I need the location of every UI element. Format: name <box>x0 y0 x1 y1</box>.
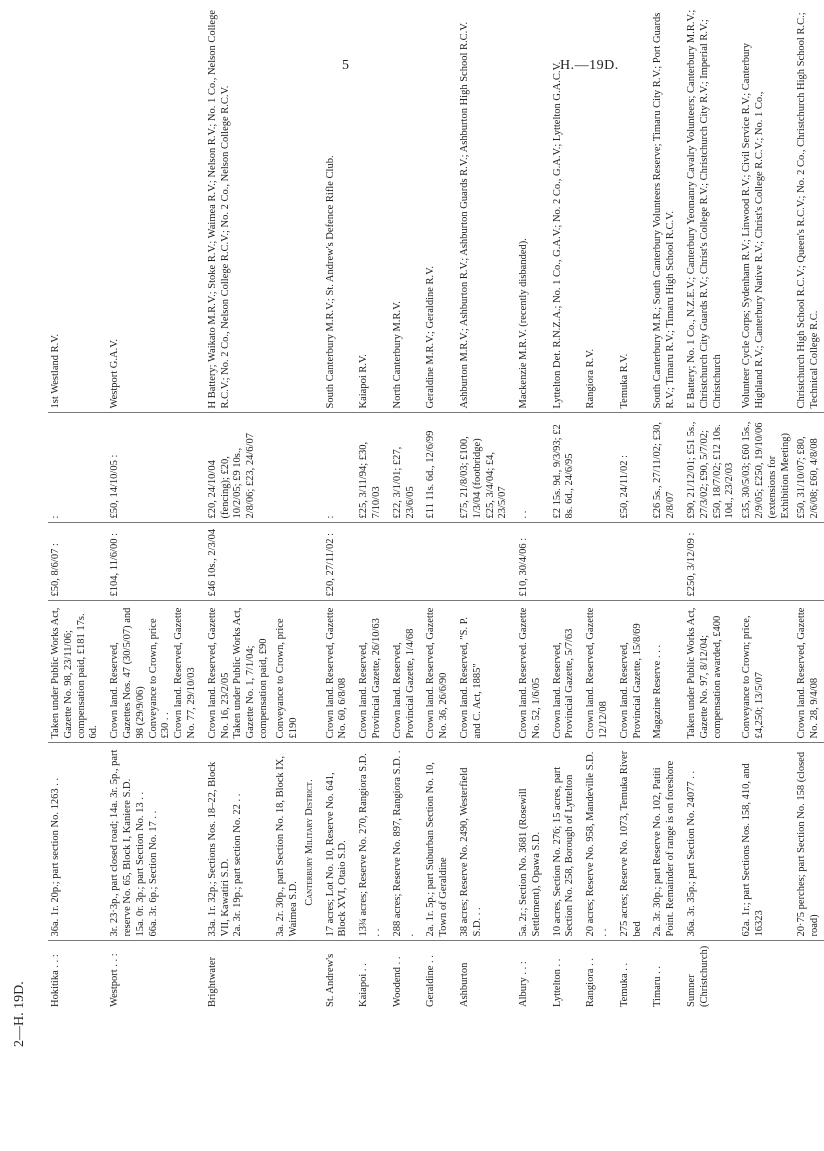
cell-place <box>739 941 794 1011</box>
lease-text: £11 11s. 6d., 12/6/99 <box>425 430 437 519</box>
corps-text: Ashburton M.R.V.; Ashburton R.V.; Ashburton Guards R.V.; Ashburton High School R.C.V. <box>458 21 470 409</box>
how-text: Magazine Reserve . . . <box>652 644 664 739</box>
cell-corps <box>512 1 546 413</box>
cell-lease <box>453 413 512 523</box>
cell-lease <box>794 413 824 523</box>
table-row <box>546 1 580 1011</box>
place-text: Hokitika . . : <box>50 954 61 1007</box>
cell-how <box>386 601 420 743</box>
area-text: 5a. 2r.; Section No. 3681 (Rosewill Settlement), Opawa S.D. <box>518 788 542 937</box>
table-row <box>103 1 201 1011</box>
cell-lease <box>646 413 680 523</box>
how-text: Crown land. Reserved, Gazettes Nos. 47 (30/5/07) and 98 (29/9/06) Conveyance to Crown, price £30 . . Crown land. Reserved, Gazette No. 77, 29/10/03 <box>109 607 197 739</box>
cell-corps <box>302 1 318 413</box>
lease-text: £25, 3/11/94; £30, 7/10/03 <box>358 441 382 519</box>
how-text: Conveyance to Crown, price £190 <box>274 618 299 739</box>
lease-text: £90, 21/12/01; £51 5s., 27/3/02; £90, 5/7/02; £50, 18/7/02; £12 10s. 10d., 23/2/03 <box>686 421 736 519</box>
area-text: 288 acres; Reserve No. 897, Rangiora S.D. . . <box>391 750 416 937</box>
cell-corps <box>579 1 613 413</box>
cell-place <box>419 941 453 1011</box>
cell-area <box>386 743 420 941</box>
how-text: Crown land. Reserved, "S. P. and C. Act, 1885" <box>458 616 483 739</box>
place-text: Rangiora . . <box>585 958 597 1007</box>
cell-value <box>546 523 580 601</box>
corps-text: 1st Westland R.V. <box>50 333 61 409</box>
place-text: Lyttelton . . <box>551 958 563 1007</box>
how-text: Crown land. Reserved, Provincial Gazette, 26/10/63 <box>358 618 382 739</box>
area-text: 3r. 23·3p., part closed road; 14a. 3r. 5p., part reserve No. 65, Block I, Kaniere S.D. 15a. 0r. 3p.; part Section No. 13 . . 66a. 3r. 6p.; Section No. 17 . . <box>109 749 159 937</box>
land-reserves-table <box>48 1 824 1011</box>
how-text: Crown land. Reserved, Gazette No. 60, 6/8/08 <box>324 607 349 739</box>
cell-how <box>739 601 794 743</box>
table-row <box>680 1 739 1011</box>
area-text: 38 acres; Reserve No. 2490, Westerfield S.D. . . <box>458 767 483 937</box>
cell-value <box>512 523 546 601</box>
how-text: Crown land. Reserved, Gazette No. 36, 26/6/90 <box>425 607 450 739</box>
cell-place <box>273 941 303 1011</box>
cell-area <box>419 743 453 941</box>
how-text: Crown land. Reserved, Provincial Gazette, 15/8/69 <box>618 623 643 739</box>
cell-corps <box>613 1 647 413</box>
cell-place <box>546 941 580 1011</box>
corps-text: Christchurch High School R.C.V.; Queen's R.C.V.; No. 2 Co., Christchurch High School R.C.; Technical College R.C. <box>796 12 821 409</box>
cell-lease <box>273 413 303 523</box>
cell-corps <box>680 1 739 413</box>
cell-value <box>739 523 794 601</box>
cell-place <box>48 941 103 1011</box>
table-row <box>453 1 512 1011</box>
lease-text: . . <box>518 510 530 519</box>
area-text: 275 acres; Reserve No. 1073, Temuka River bed <box>618 750 643 937</box>
cell-how <box>579 601 613 743</box>
cell-area <box>273 743 303 941</box>
area-text: 10 acres, Section No. 276; 15 acres, part Section No. 258, Borough of Lyttelton <box>551 766 576 937</box>
table-row <box>739 1 794 1011</box>
cell-how <box>646 601 680 743</box>
cell-corps <box>739 1 794 413</box>
cell-place <box>386 941 420 1011</box>
cell-place <box>103 941 201 1011</box>
cell-lease <box>386 413 420 523</box>
table-row <box>319 1 353 1011</box>
place-text: Timaru . . <box>652 965 664 1007</box>
cell-corps <box>546 1 580 413</box>
cell-area <box>613 743 647 941</box>
document-reference: H.—19D. <box>560 58 619 73</box>
place-text: St. Andrew's <box>324 953 336 1007</box>
cell-how <box>201 601 273 743</box>
lease-text: £26 5s., 27/11/02; £30, 2/8/07 <box>652 422 677 519</box>
table-row <box>273 1 303 1011</box>
cell-place <box>352 941 386 1011</box>
cell-corps <box>646 1 680 413</box>
cell-how <box>48 601 103 743</box>
how-text: Crown land. Reserved. Gazette No. 52, 1/6/05 <box>518 607 542 739</box>
cell-value <box>419 523 453 601</box>
cell-value <box>352 523 386 601</box>
area-text: 36a. 1r. 20p.; part section No. 1263 . . <box>50 777 61 937</box>
cell-area <box>302 743 318 941</box>
cell-how <box>302 601 318 743</box>
lease-text: £35, 30/5/03; £60 15s., 2/9/05; £250, 19/10/06 (extensions for Exhibition Meeting) <box>741 421 791 519</box>
value-text: £46 10s., 2/3/04 <box>206 528 218 597</box>
cell-lease <box>319 413 353 523</box>
area-text: 13¾ acres; Reserve No. 270, Rangiora S.D. . . <box>358 753 382 937</box>
cell-area <box>579 743 613 941</box>
value-text: £50, 8/6/07 : <box>50 543 61 597</box>
cell-lease <box>352 413 386 523</box>
table-row <box>201 1 273 1011</box>
table-body <box>48 1 824 1011</box>
cell-lease <box>419 413 453 523</box>
cell-how <box>453 601 512 743</box>
corps-text: South Canterbury M.R.V.; St. Andrew's Defence Rifle Club. <box>324 155 336 409</box>
cell-value <box>646 523 680 601</box>
cell-place <box>453 941 512 1011</box>
area-text: 3a. 2r. 30p., part Section No. 18, Block IX, Waimea S.D. <box>274 755 299 937</box>
cell-value <box>794 523 824 601</box>
corps-text: Lyttelton Det. R.N.Z.A.; No. 1 Co., G.A.V.; No. 2 Co., G.A.V.; Lyttelton G.A.C.V. <box>551 61 563 409</box>
cell-value <box>680 523 739 601</box>
how-text: Crown land. Reserved, Provincial Gazette, 1/4/68 <box>391 628 416 739</box>
lease-text: : <box>50 515 61 519</box>
corps-text: E Battery; No. 1 Co., N.Z.E.V.; Canterbury Yeomanry Cavalry Volunteers; Canterbury M.R.V.; Christchurch City Guards R.V.; Christ's College R.V.; Christchurch City R.V.; Imperial R.V.; Christchurch <box>686 9 723 409</box>
cell-corps <box>453 1 512 413</box>
cell-how <box>319 601 353 743</box>
table-row <box>794 1 824 1011</box>
corps-text: Geraldine M.R.V.; Geraldine R.V. <box>425 265 437 409</box>
cell-area <box>739 743 794 941</box>
cell-lease <box>546 413 580 523</box>
cell-area <box>646 743 680 941</box>
lease-text: £50, 24/11/02 : <box>618 455 630 519</box>
cell-place <box>794 941 824 1011</box>
lease-text: £22, 3/1/01; £27, 23/6/05 <box>391 446 416 519</box>
cell-area <box>546 743 580 941</box>
place-text: Westport . . : <box>109 953 121 1007</box>
value-text: £104, 11/6/00 : <box>109 533 121 597</box>
corps-text: Temuka R.V. <box>618 353 630 409</box>
how-text: Conveyance to Crown; price, £4,250; 13/5/07 <box>741 615 766 739</box>
cell-lease <box>103 413 201 523</box>
area-text: 36a. 3r. 35p.; part Section No. 24077 . . <box>686 770 698 937</box>
cell-how <box>794 601 824 743</box>
value-text: £250, 3/12/09 : <box>686 532 698 597</box>
cell-area <box>103 743 201 941</box>
place-text: Geraldine . . <box>425 955 437 1007</box>
lease-text: : <box>324 515 336 519</box>
table-row <box>613 1 647 1011</box>
cell-how <box>352 601 386 743</box>
area-text: 20 acres; Reserve No. 958, Mandeville S.D. . . <box>585 751 610 937</box>
table-row <box>512 1 546 1011</box>
cell-corps <box>419 1 453 413</box>
table-row <box>579 1 613 1011</box>
cell-corps <box>48 1 103 413</box>
corps-text: North Canterbury M.R.V. <box>391 301 403 409</box>
cell-place <box>302 941 318 1011</box>
table-row <box>419 1 453 1011</box>
cell-area <box>201 743 273 941</box>
cell-value <box>103 523 201 601</box>
cell-corps <box>794 1 824 413</box>
cell-place <box>579 941 613 1011</box>
cell-how <box>419 601 453 743</box>
cell-area <box>319 743 353 941</box>
place-text: Sumner (Christchurch) <box>686 945 710 1007</box>
cell-how <box>273 601 303 743</box>
how-text: Taken under Public Works Act, Gazette No. 98, 23/11/06; compensation paid, £181 17s. 6d. <box>50 607 100 739</box>
corps-text: Westport G.A.V. <box>109 338 121 409</box>
cell-corps <box>103 1 201 413</box>
cell-how <box>680 601 739 743</box>
cell-value <box>273 523 303 601</box>
cell-place <box>613 941 647 1011</box>
table-row <box>646 1 680 1011</box>
cell-area <box>512 743 546 941</box>
cell-lease <box>613 413 647 523</box>
how-text: Crown land. Reserved, Gazette 12/12/08 <box>585 607 610 739</box>
how-text: Crown land. Reserved, Gazette No. 16, 23/2/05 Taken under Public Works Act, Gazette No. 1, 7/1/04; compensation paid, £90 <box>206 607 269 739</box>
cell-place <box>201 941 273 1011</box>
cell-corps <box>319 1 353 413</box>
cell-lease <box>201 413 273 523</box>
cell-value <box>386 523 420 601</box>
cell-value <box>319 523 353 601</box>
lease-text: £2 15s. 9d., 9/3/93; £2 8s. 6d., 24/6/95 <box>551 424 576 519</box>
value-text: £10, 30/4/06 : <box>518 537 530 597</box>
place-text: Ashburton <box>458 962 470 1007</box>
cell-how <box>512 601 546 743</box>
cell-area <box>453 743 512 941</box>
value-text: £20, 27/11/02 : <box>324 533 336 597</box>
place-text: Kaiapoi . . <box>358 963 370 1007</box>
cell-value <box>579 523 613 601</box>
area-text: 20·75 perches; part Section No. 158 (closed road) <box>796 751 821 937</box>
cell-how <box>613 601 647 743</box>
table-row <box>386 1 420 1011</box>
signature-mark: 2—H. 19D. <box>12 981 27 1047</box>
corps-text: South Canterbury M.R.; South Canterbury Volunteers Reserve; Timaru City R.V.; Port Guards R.V.; Timaru R.V.; Timaru High School R.C.V. <box>652 12 677 409</box>
cell-place <box>646 941 680 1011</box>
cell-lease <box>739 413 794 523</box>
cell-corps <box>201 1 273 413</box>
page-number: 5 <box>342 58 349 73</box>
area-text: 2a. 3r. 30p.; part Reserve No. 102, Patiti Point. Remainder of range is on foreshore <box>652 760 677 937</box>
cell-corps <box>352 1 386 413</box>
area-text: 33a. 1r. 32p.; Sections Nos. 18–22, Block VII, Kawatiri S.D. 2a. 3r. 19p.; part section No. 22 . . <box>206 761 244 937</box>
cell-lease <box>302 413 318 523</box>
lease-text: £75, 21/8/03; £100, 1/3/04 (footbridge) £25, 3/4/04; £4, 23/5/07 <box>458 436 509 519</box>
cell-value <box>613 523 647 601</box>
lease-text: £20, 24/10/04 (fencing); £20, 10/2/05; £9 10s., 2/8/06; £23, 24/6/07 <box>206 433 257 519</box>
cell-value <box>302 523 318 601</box>
place-text: Brightwater <box>206 956 218 1007</box>
cell-area <box>352 743 386 941</box>
table-row <box>302 1 318 1011</box>
area-text: Canterbury Military District. <box>304 779 316 906</box>
place-text: Temuka . . <box>618 962 630 1007</box>
cell-corps <box>273 1 303 413</box>
table-row <box>352 1 386 1011</box>
corps-text: Volunteer Cycle Corps; Sydenham R.V.; Linwood R.V.; Civil Service R.V.; Canterbury Highland R.V.; Canterbury Native R.V.; Christ's College R.C.V.; No. 1 Co., <box>741 42 766 409</box>
cell-value <box>453 523 512 601</box>
cell-lease <box>48 413 103 523</box>
cell-value <box>201 523 273 601</box>
cell-lease <box>512 413 546 523</box>
corps-text: Kaiapoi R.V. <box>358 354 370 409</box>
lease-text: £50, 14/10/05 : <box>109 454 121 519</box>
cell-value <box>48 523 103 601</box>
corps-text: H Battery; Waikato M.R.V.; Stoke R.V.; Waimea R.V.; Nelson R.V.; No. 1 Co., Nelson College R.C.V.; No. 2 Co., Nelson College R.C.V.; No. 2 Co., Nelson College R.C.V. <box>206 10 231 409</box>
cell-area <box>794 743 824 941</box>
cell-place <box>680 941 739 1011</box>
area-text: 62a. 1r.; part Sections Nos. 158, 410, and 16323 <box>741 763 766 937</box>
cell-lease <box>579 413 613 523</box>
cell-area <box>680 743 739 941</box>
lease-text: £50, 31/10/07; £80, 2/6/08; £60, 4/8/08 <box>796 436 821 519</box>
corps-text: Mackenzie M.R.V. (recently disbanded). <box>518 238 530 409</box>
cell-corps <box>386 1 420 413</box>
cell-place <box>512 941 546 1011</box>
how-text: Crown land. Reserved, Gazette No. 28, 9/4/08 <box>796 607 821 739</box>
cell-how <box>103 601 201 743</box>
table-row <box>48 1 103 1011</box>
place-text: Albury . . : <box>518 961 530 1007</box>
how-text: Taken under Public Works Act, Gazette No. 97, 8/12/04; compensation awarded, £400 <box>686 607 723 739</box>
how-text: Crown land. Reserved, Provincial Gazette, 5/7/63 <box>551 628 576 739</box>
area-text: 2a. 1r. 5p.; part Suburban Section No. 10, Town of Geraldine <box>425 762 450 937</box>
area-text: 17 acres; Lot No. 10, Reserve No. 641, Block XVI, Otaio S.D. <box>324 772 349 937</box>
cell-how <box>546 601 580 743</box>
cell-lease <box>680 413 739 523</box>
cell-place <box>319 941 353 1011</box>
corps-text: Rangiora R.V. <box>585 348 597 409</box>
cell-area <box>48 743 103 941</box>
place-text: Woodend . . <box>391 956 403 1007</box>
